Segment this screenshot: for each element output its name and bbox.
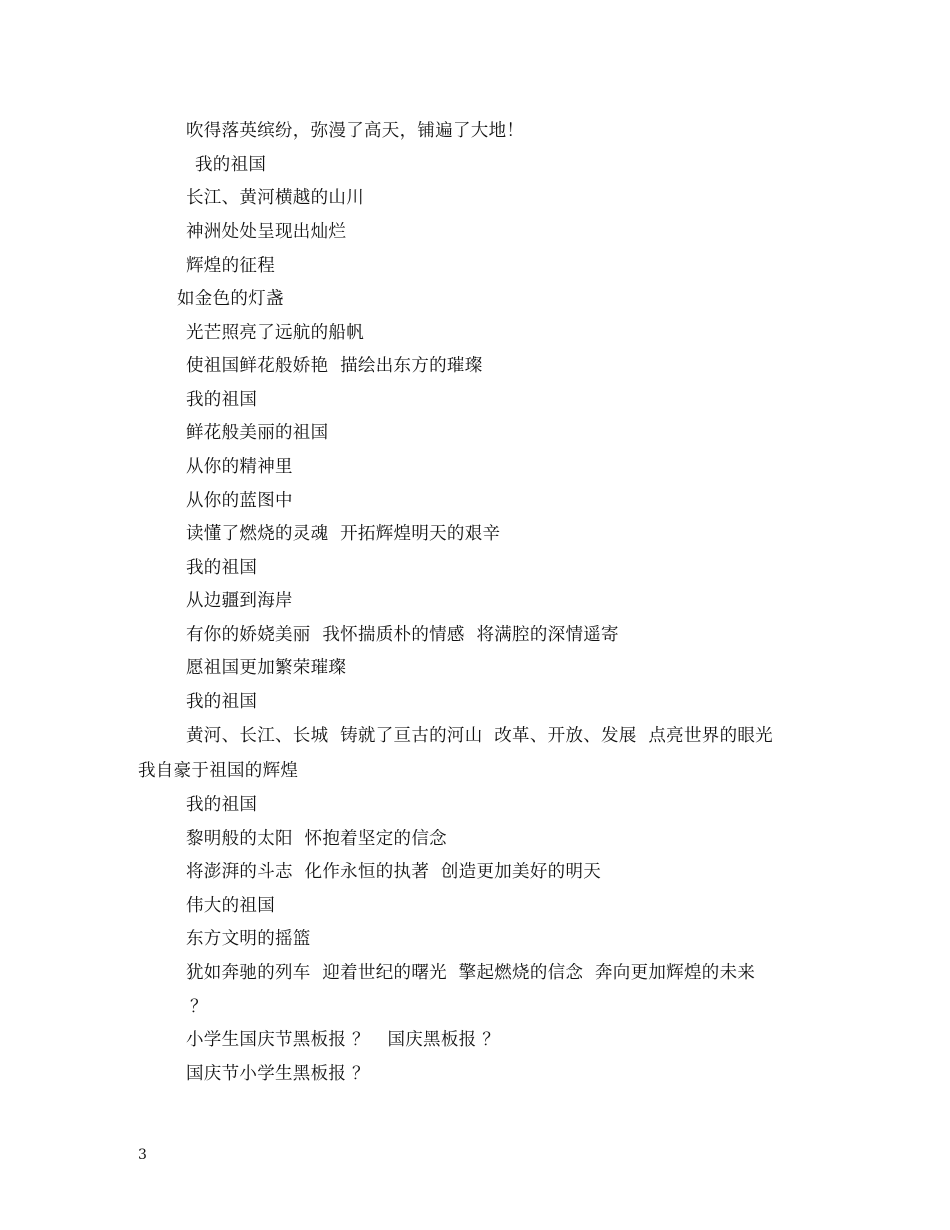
text-line: 我的祖国 <box>186 692 258 712</box>
text-line: 东方文明的摇篮 <box>186 929 311 949</box>
text-line: 我的祖国 <box>195 155 267 175</box>
text-line: 光芒照亮了远航的船帆 <box>186 323 364 343</box>
page-number: 3 <box>138 1147 147 1163</box>
text-line: 读懂了燃烧的灵魂 开拓辉煌明天的艰辛 <box>186 524 501 544</box>
text-line: 我自豪于祖国的辉煌 <box>138 761 299 781</box>
text-line: 辉煌的征程 <box>186 256 275 276</box>
text-line: 吹得落英缤纷，弥漫了高天，铺遍了大地！ <box>186 121 525 141</box>
text-line: 愿祖国更加繁荣璀璨 <box>186 658 347 678</box>
text-line: 从你的蓝图中 <box>186 491 293 511</box>
text-line: 神洲处处呈现出灿烂 <box>186 222 347 242</box>
text-line: 伟大的祖国 <box>186 896 275 916</box>
text-line: 使祖国鲜花般娇艳 描绘出东方的璀璨 <box>186 356 483 376</box>
text-line: 我的祖国 <box>186 795 258 815</box>
text-line: 犹如奔驰的列车 迎着世纪的曙光 擎起燃烧的信念 奔向更加辉煌的未来 <box>186 963 756 983</box>
text-line: 从边疆到海岸 <box>186 591 293 611</box>
text-line: 有你的娇娆美丽 我怀揣质朴的情感 将满腔的深情遥寄 <box>186 625 619 645</box>
text-line: ？ <box>190 997 208 1017</box>
text-line: 国庆节小学生黑板报 ？ <box>186 1064 370 1084</box>
text-line: 从你的精神里 <box>186 457 293 477</box>
text-line: 黄河、长江、长城 铸就了亘古的河山 改革、开放、发展 点亮世界的眼光 <box>186 726 773 746</box>
text-line: 长江、黄河横越的山川 <box>186 188 364 208</box>
text-line: 小学生国庆节黑板报 ？ 国庆黑板报 ？ <box>186 1030 501 1050</box>
text-line: 我的祖国 <box>186 390 258 410</box>
text-line: 鲜花般美丽的祖国 <box>186 423 329 443</box>
text-line: 如金色的灯盏 <box>177 289 284 309</box>
text-line: 将澎湃的斗志 化作永恒的执著 创造更加美好的明天 <box>186 862 602 882</box>
text-line: 我的祖国 <box>186 558 258 578</box>
text-line: 黎明般的太阳 怀抱着坚定的信念 <box>186 829 447 849</box>
